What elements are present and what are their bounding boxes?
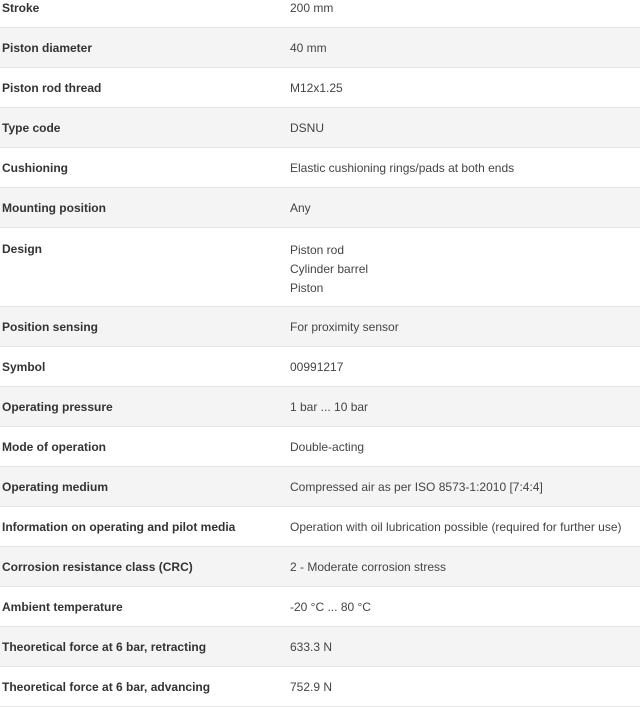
spec-row-stroke [0, 0, 640, 28]
spec-row-corrosion-resistance [0, 547, 640, 587]
spec-label: Position sensing [2, 319, 99, 334]
spec-label: Piston rod thread [2, 80, 102, 95]
spec-value [290, 228, 640, 306]
spec-label: Information on operating and pilot media [2, 519, 236, 534]
spec-value: M12x1.25 [290, 80, 343, 95]
spec-row-operating-pressure [0, 387, 640, 427]
spec-value: Elastic cushioning rings/pads at both ends [290, 160, 515, 175]
spec-value: DSNU [290, 120, 325, 135]
spec-label: Type code [2, 120, 61, 135]
spec-row-ambient-temperature [0, 587, 640, 627]
spec-label: Mode of operation [2, 439, 106, 454]
spec-row-cushioning [0, 148, 640, 188]
spec-label: Theoretical force at 6 bar, advancing [2, 679, 211, 694]
spec-value: Operation with oil lubrication possible (required for further use) [290, 519, 622, 534]
spec-value: 2 - Moderate corrosion stress [290, 559, 447, 574]
spec-value: 1 bar ... 10 bar [290, 399, 369, 414]
spec-value: Double-acting [290, 439, 365, 454]
spec-row-operating-pilot-media [0, 507, 640, 547]
spec-value: -20 °C ... 80 °C [290, 599, 371, 614]
spec-row-symbol [0, 347, 640, 387]
spec-row-mode-of-operation [0, 427, 640, 467]
spec-label: Cushioning [2, 160, 68, 175]
spec-label: Theoretical force at 6 bar, retracting [2, 639, 207, 654]
spec-row-design [0, 228, 640, 307]
spec-value: 40 mm [290, 40, 327, 55]
spec-row-force-advancing [0, 667, 640, 707]
spec-label: Corrosion resistance class (CRC) [2, 559, 193, 574]
spec-row-mounting-position [0, 188, 640, 228]
spec-label: Mounting position [2, 200, 106, 215]
spec-row-operating-medium [0, 467, 640, 507]
spec-row-piston-rod-thread [0, 68, 640, 108]
spec-value: Compressed air as per ISO 8573-1:2010 [7:4:4] [290, 479, 543, 494]
spec-row-position-sensing [0, 307, 640, 347]
design-line-piston: Piston [290, 281, 324, 295]
spec-value: Any [290, 200, 311, 215]
spec-value: 00991217 [290, 359, 344, 374]
spec-value: 200 mm [290, 0, 334, 15]
spec-row-piston-diameter [0, 28, 640, 68]
spec-label: Operating pressure [2, 399, 113, 414]
spec-value: 633.3 N [290, 639, 333, 654]
spec-value: 752.9 N [290, 679, 333, 694]
spec-label: Ambient temperature [2, 599, 123, 614]
spec-label: Symbol [2, 359, 46, 374]
spec-row-type-code [0, 108, 640, 148]
design-line-cylinder-barrel: Cylinder barrel [290, 262, 369, 276]
spec-label: Piston diameter [2, 40, 93, 55]
spec-value: For proximity sensor [290, 319, 399, 334]
spec-label: Stroke [2, 0, 40, 15]
spec-row-force-retracting [0, 627, 640, 667]
spec-label: Operating medium [2, 479, 109, 494]
design-line-piston-rod: Piston rod [290, 243, 345, 257]
spec-label: Design [2, 242, 43, 256]
